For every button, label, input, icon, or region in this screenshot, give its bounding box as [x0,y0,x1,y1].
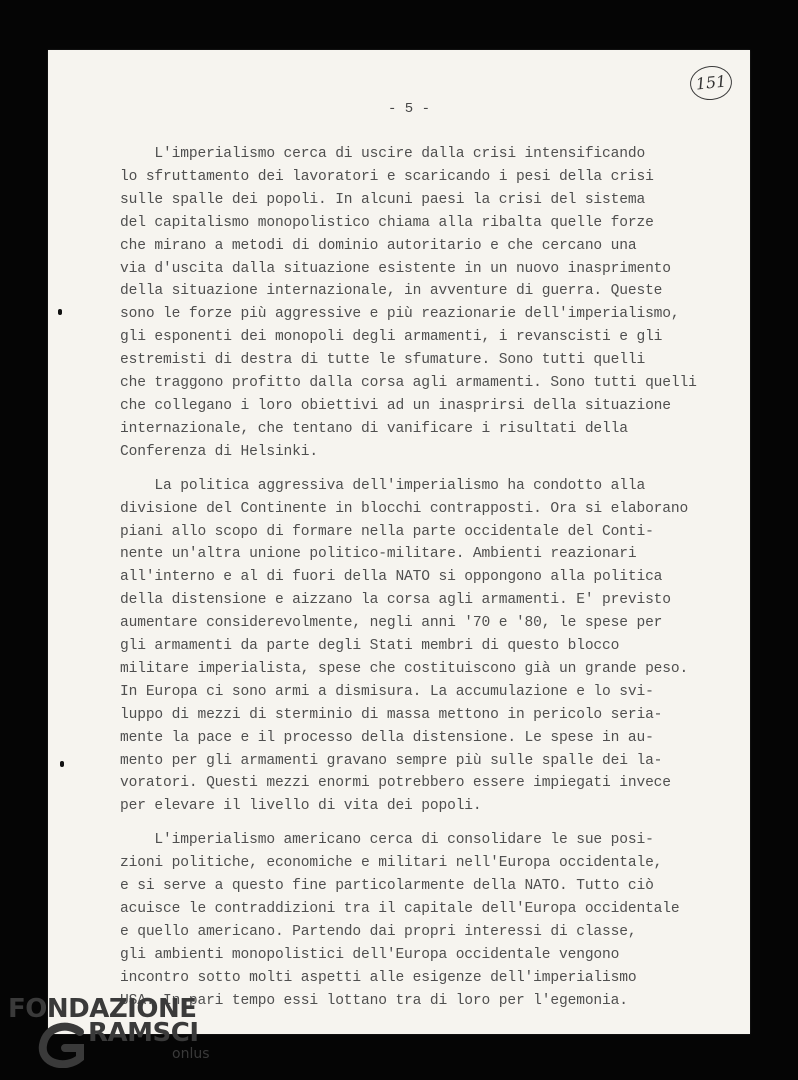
paragraph-3 [120,829,740,1012]
text-line: che collegano i loro obiettivi ad un inasprirsi della situazione [120,397,671,414]
text-line: zioni politiche, economiche e militari nell'Europa occidentale, [120,855,663,872]
text-line: mento per gli armamenti gravano sempre più sulle spalle dei la- [120,752,663,769]
text-line: gli ambienti monopolistici dell'Europa occidentale vengono [120,946,620,963]
text-line: militare imperialista, spese che costituiscono già un grande peso. [120,660,689,677]
text-line: aumentare considerevolmente, negli anni '70 e '80, le spese per [120,615,663,632]
margin-mark [58,309,62,315]
paragraph-gap [120,464,740,475]
text-line: della situazione internazionale, in avventure di guerra. Queste [120,283,663,300]
text-line: luppo di mezzi di sterminio di massa mettono in pericolo seria- [120,706,663,723]
text-line: del capitalismo monopolistico chiama alla ribalta quelle forze [120,214,654,231]
text-line: mente la pace e il processo della distensione. Le spese in au- [120,729,654,746]
text-line: Conferenza di Helsinki. [120,443,318,460]
text-line: incontro sotto molti aspetti alle esigenze dell'imperialismo [120,969,637,986]
text-line: nente un'altra unione politico-militare. Ambienti reazionari [120,546,637,563]
text-line: internazionale, che tentano di vanificare i risultati della [120,420,628,437]
text-line: La politica aggressiva dell'imperialismo ha condotto alla [120,477,646,494]
text-line: e quello americano. Partendo dai propri interessi di classe, [120,923,637,940]
text-line: sono le forze più aggressive e più reazionarie dell'imperialismo, [120,306,680,323]
gramsci-g-icon [38,1022,92,1068]
text-line: e si serve a questo fine particolarmente della NATO. Tutto ciò [120,878,654,895]
watermark-line-2: RAMSCI [88,1018,199,1048]
margin-mark [60,761,64,767]
fondazione-gramsci-watermark [8,994,218,1076]
archive-number: 151 [688,64,733,102]
text-line: gli armamenti da parte degli Stati membri di questo blocco [120,638,620,655]
text-line: sulle spalle dei popoli. In alcuni paesi la crisi del sistema [120,191,646,208]
text-line: estremisti di destra di tutte le sfumature. Sono tutti quelli [120,352,646,369]
page-number: - 5 - [388,101,431,117]
text-line: all'interno e al di fuori della NATO si oppongono alla politica [120,569,663,586]
text-line: USA. In pari tempo essi lottano tra di loro per l'egemonia. [120,992,628,1009]
text-line: per elevare il livello di vita dei popoli. [120,798,482,815]
text-line: via d'uscita dalla situazione esistente in un nuovo inasprimento [120,260,671,277]
text-line: L'imperialismo cerca di uscire dalla crisi intensificando [120,146,646,162]
body-text [120,143,740,1013]
text-line: lo sfruttamento dei lavoratori e scaricando i pesi della crisi [120,168,654,185]
text-line: L'imperialismo americano cerca di consolidare le sue posi- [120,832,654,849]
text-line: che traggono profitto dalla corsa agli armamenti. Sono tutti quelli [120,375,697,392]
text-line: acuisce le contraddizioni tra il capitale dell'Europa occidentale [120,901,680,917]
text-line: voratori. Questi mezzi enormi potrebbero essere impiegati invece [120,775,671,792]
paragraph-gap [120,818,740,829]
text-line: piani allo scopo di formare nella parte occidentale del Conti- [120,523,654,540]
text-line: gli esponenti dei monopoli degli armamenti, i revanscisti e gli [120,329,663,346]
paragraph-1 [120,143,740,464]
text-line: che mirano a metodi di dominio autoritario e che cercano una [120,237,637,254]
paragraph-2 [120,475,740,819]
watermark-line-3: onlus [172,1046,210,1062]
watermark-line-1: FONDAZIONE [8,994,197,1024]
text-line: della distensione e aizzano la corsa agli armamenti. E' previsto [120,592,671,609]
text-line: In Europa ci sono armi a dismisura. La accumulazione e lo svi- [120,683,654,700]
text-line: divisione del Continente in blocchi contrapposti. Ora si elaborano [120,500,689,517]
